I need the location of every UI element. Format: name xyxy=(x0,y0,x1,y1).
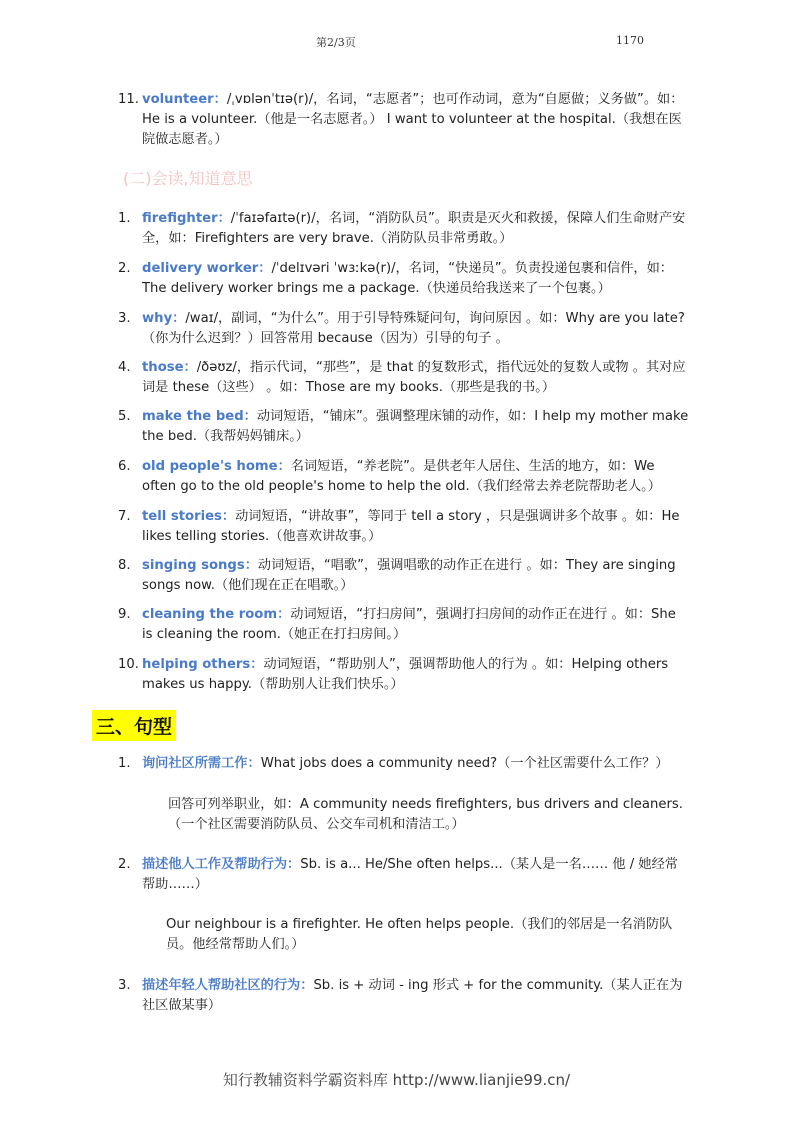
item-number: 6. xyxy=(118,459,131,474)
list-item xyxy=(118,90,690,150)
item-term: why： xyxy=(142,311,186,326)
item-number: 1. xyxy=(118,211,131,226)
item-number: 1. xyxy=(118,756,131,771)
item-number: 2. xyxy=(118,857,131,872)
list-item xyxy=(118,507,690,547)
item-text: /ˈfaɪəfaɪtə(r)/，名词，“消防队员”。职责是灭火和救援，保障人们生命财产安全，如：Firefighters are very brave.（消防队员非常勇敢。） xyxy=(142,211,686,246)
item-text: /ˌvɒlənˈtɪə(r)/，名词，“志愿者”；也可作动词，意为“自愿做；义务做”。如：He is a volunteer.（他是一名志愿者。） I want to volunteer at the hospital.（我想在医院做志愿者。） xyxy=(142,92,684,147)
item-text: 动词短语，“打扫房间”，强调打扫房间的动作正在进行 。如：She is cleaning the room.（她正在打扫房间。） xyxy=(142,607,676,642)
item-term: 描述年轻人帮助社区的行为： xyxy=(142,978,314,993)
item-term: tell stories： xyxy=(142,509,236,524)
item-term: old people's home： xyxy=(142,459,291,474)
list-item xyxy=(118,358,690,398)
item-term: those： xyxy=(142,360,197,375)
item-term: singing songs： xyxy=(142,558,258,573)
list-item xyxy=(118,655,690,695)
item-number: 3. xyxy=(118,311,131,326)
item-text: What jobs does a community need?（一个社区需要什么工作？） xyxy=(260,756,669,771)
section-heading: 三、句型 xyxy=(92,710,176,741)
item-term: cleaning the room： xyxy=(142,607,291,622)
pattern-item xyxy=(118,976,690,1016)
item-term: delivery worker： xyxy=(142,261,272,276)
pattern-item xyxy=(118,855,690,895)
pattern-item xyxy=(118,754,690,774)
item-term: helping others： xyxy=(142,657,264,672)
page-number: 1170 xyxy=(616,34,644,47)
item-text: 动词短语，“铺床”。强调整理床铺的动作，如：I help my mother make the bed.（我帮妈妈铺床。） xyxy=(142,409,689,444)
list-item xyxy=(118,259,690,299)
item-number: 5. xyxy=(118,409,131,424)
list-item xyxy=(118,209,690,249)
item-number: 9. xyxy=(118,607,131,622)
list-item xyxy=(118,605,690,645)
footer-watermark: 知行教辅资料学霸资料库 http://www.lianjie99.cn/ xyxy=(222,1071,571,1089)
list-item xyxy=(118,309,690,349)
example-text: 回答可列举职业，如：A community needs firefighters, bus drivers and cleaners.（一个社区需要消防队员、公交车司机和清洁工。） xyxy=(168,797,683,832)
item-text: 名词短语，“养老院”。是供老年人居住、生活的地方，如：We often go to the old people's home to help the old.（我们经常去养老院帮助老人。） xyxy=(142,459,661,494)
item-term: firefighter： xyxy=(142,211,231,226)
list-item xyxy=(118,457,690,497)
item-number: 7. xyxy=(118,509,131,524)
item-number: 11. xyxy=(118,92,139,107)
item-text: 动词短语，“唱歌”，强调唱歌的动作正在进行 。如：They are singing songs now.（他们现在正在唱歌。） xyxy=(142,558,676,593)
item-text: Sb. is + 动词 - ing 形式 + for the community.（某人正在为社区做某事） xyxy=(142,978,683,1013)
example-text: Our neighbour is a firefighter. He often helps people.（我们的邻居是一名消防队员。他经常帮助人们。） xyxy=(166,917,673,952)
item-term: 描述他人工作及帮助行为： xyxy=(142,857,301,872)
item-text: /ðəʊz/，指示代词，“那些”，是 that 的复数形式，指代远处的复数人或物 。其对应词是 these（这些） 。如：Those are my books.（那些是我的书。） xyxy=(142,360,686,395)
item-number: 3. xyxy=(118,978,131,993)
item-text: Sb. is a... He/She often helps...（某人是一名…… 他 / 她经常帮助……） xyxy=(142,857,678,892)
page-indicator: 第2/3页 xyxy=(316,36,356,49)
item-term: volunteer： xyxy=(142,92,227,107)
item-number: 8. xyxy=(118,558,131,573)
item-text: 动词短语，“讲故事”，等同于 tell a story ，只是强调讲多个故事 。如：He likes telling stories.（他喜欢讲故事。） xyxy=(142,509,680,544)
subheading: (二)会读,知道意思 xyxy=(123,169,253,188)
item-term: make the bed： xyxy=(142,409,257,424)
item-number: 4. xyxy=(118,360,131,375)
item-number: 10. xyxy=(118,657,139,672)
list-item xyxy=(118,556,690,596)
item-text: /ˈdelɪvəri ˈwɜːkə(r)/，名词，“快递员”。负责投递包裹和信件，如：The delivery worker brings me a package.（快递员给我送来了一个包裹。） xyxy=(142,261,673,296)
list-item xyxy=(118,407,690,447)
item-text: 动词短语，“帮助别人”，强调帮助他人的行为 。如：Helping others makes us happy.（帮助别人让我们快乐。） xyxy=(142,657,669,692)
item-term: 询问社区所需工作： xyxy=(142,756,261,771)
item-text: /waɪ/，副词，“为什么”。用于引导特殊疑问句，询问原因 。如：Why are you late?（你为什么迟到？）回答常用 because（因为）引导的句子 。 xyxy=(142,311,685,346)
item-number: 2. xyxy=(118,261,131,276)
